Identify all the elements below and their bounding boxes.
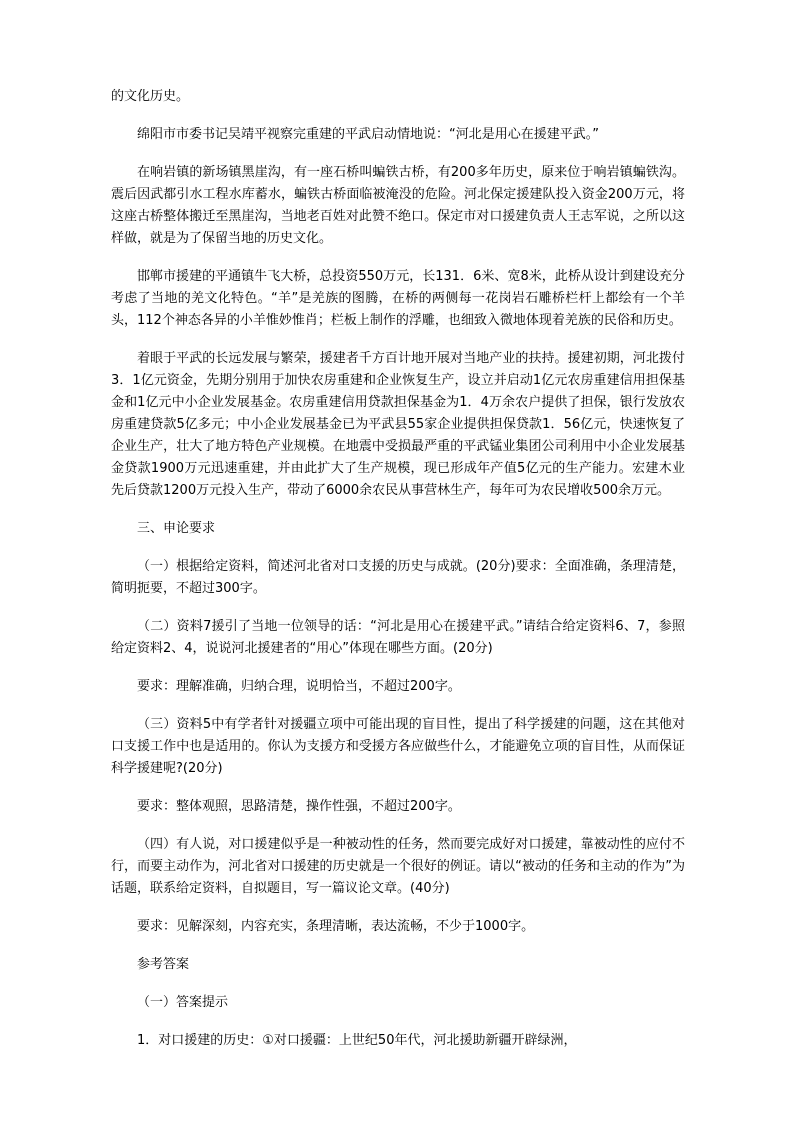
- question-3-requirement: 要求：整体观照，思路清楚，操作性强，不超过200字。: [137, 799, 461, 814]
- question-4-requirement: 要求：见解深刻，内容充实，条理清晰，表达流畅，不少于1000字。: [137, 919, 535, 934]
- paragraph-industry-support: 着眼于平武的长远发展与繁荣，援建者千方百计地开展对当地产业的扶持。援建初期，河北拨付3．1亿元资金，先期分别用于加快农房重建和企业恢复生产，设立并启动1亿元农房重建信用担保基金和1亿元中小企业发展基金。农房重建信用贷款担保基金为1．4万余农户提供了担保，银行发放农房重建贷款5亿多元；中小企业发展基金已为平武县55家企业提供担保贷款1．56亿元，快速恢复了企业生产，壮大了地方特色产业规模。在地震中受损最严重的平武锰业集团公司利用中小企业发展基金贷款1900万元迅速重建，并由此扩大了生产规模，现已形成年产值5亿元的生产能力。宏建木业先后贷款1200万元投入生产，带动了6000余农民从事营林生产，每年可为农民增收500余万元。: [111, 351, 685, 498]
- question-1: （一）根据给定资料，简述河北省对口支援的历史与成就。(20分)要求：全面准确，条理清楚，简明扼要，不超过300字。: [111, 559, 685, 596]
- paragraph-ancient-bridge: 在响岩镇的新场镇黑崖沟，有一座石桥叫蝙铁古桥，有200多年历史，原来位于响岩镇蝙铁沟。震后因武都引水工程水库蓄水，蝙铁古桥面临被淹没的危险。河北保定援建队投入资金200万元，将这座古桥整体搬迁至黑崖沟，当地老百姓对此赞不绝口。保定市对口援建负责人王志军说，之所以这样做，就是为了保留当地的历史文化。: [111, 165, 685, 246]
- answer-hint-heading: （一）答案提示: [137, 995, 229, 1010]
- paragraph-niufei-bridge: 邯郸市援建的平通镇牛飞大桥，总投资550万元，长131．6米、宽8米，此桥从设计到建设充分考虑了当地的羌文化特色。“羊”是羌族的图腾，在桥的两侧每一花岗岩石雕桥栏杆上都绘有一个羊头，112个神态各异的小羊惟妙惟肖；栏板上制作的浮雕，也细致入微地体现着羌族的民俗和历史。: [111, 269, 685, 328]
- question-2: （二）资料7援引了当地一位领导的话：“河北是用心在援建平武。”请结合给定资料6、7，参照给定资料2、4，说说河北援建者的“用心”体现在哪些方面。(20分): [111, 619, 685, 656]
- question-2-requirement: 要求：理解准确，归纳合理，说明恰当，不超过200字。: [137, 679, 461, 694]
- paragraph-quote-wu: 绵阳市市委书记吴靖平视察完重建的平武启动情地说：“河北是用心在援建平武。”: [137, 127, 599, 142]
- paragraph-intro-tail: 的文化历史。: [111, 89, 190, 104]
- reference-answer-heading: 参考答案: [137, 957, 190, 972]
- question-4: （四）有人说，对口援建似乎是一种被动性的任务，然而要完成好对口援建，靠被动性的应付不行，而要主动作为，河北省对口援建的历史就是一个很好的例证。请以“被动的任务和主动的作为”为话题，联系给定资料，自拟题目，写一篇议论文章。(40分): [111, 837, 685, 896]
- answer-item-1: 1．对口援建的历史：①对口援疆：上世纪50年代，河北援助新疆开辟绿洲，: [137, 1033, 577, 1048]
- document-body: [111, 86, 685, 1052]
- question-3: （三）资料5中有学者针对援疆立项中可能出现的盲目性，提出了科学援建的问题，这在其他对口支援工作中也是适用的。你认为支援方和受援方各应做些什么，才能避免立项的盲目性，从而保证科学援建呢?(20分): [111, 717, 685, 776]
- section-heading-requirements: 三、申论要求: [137, 521, 216, 536]
